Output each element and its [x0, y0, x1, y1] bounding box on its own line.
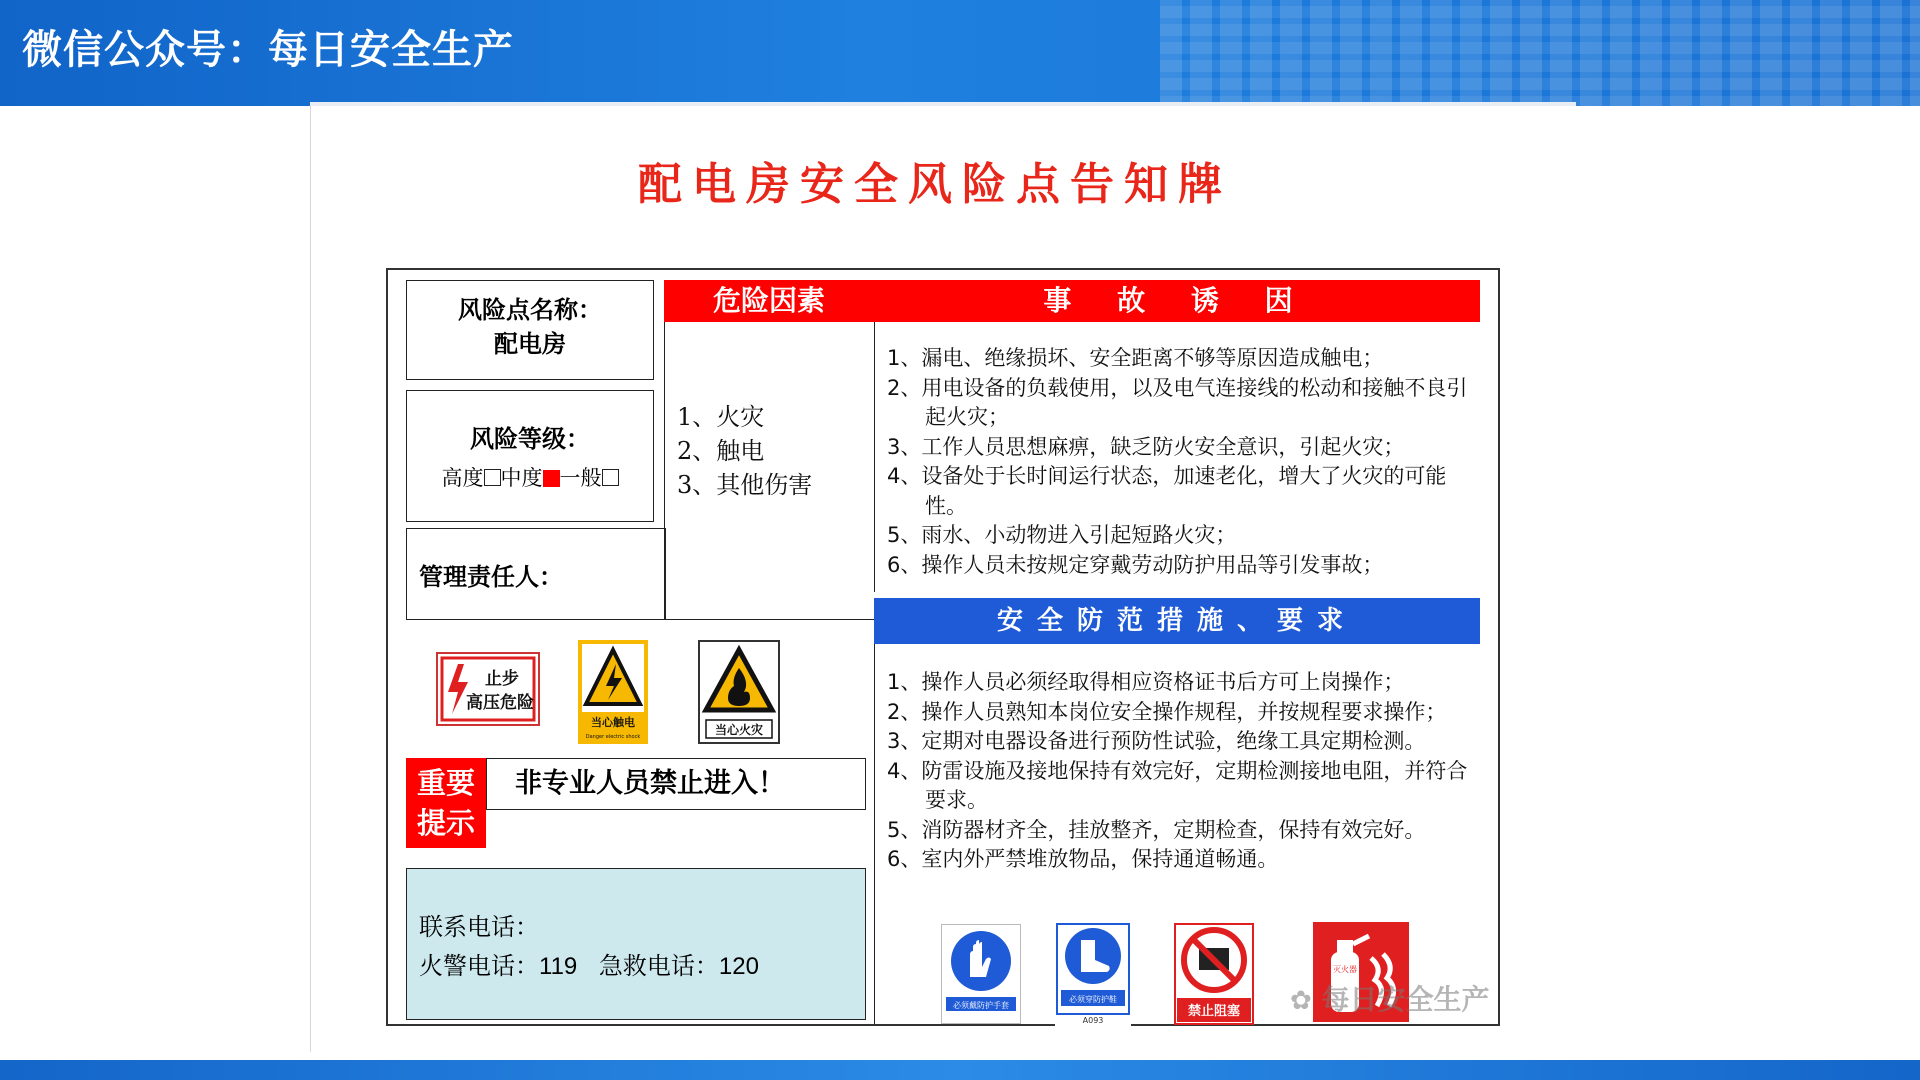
- fire-sign-text: 当心火灾: [714, 723, 764, 737]
- header-bar: [0, 0, 1920, 106]
- measure-item: 6、室内外严禁堆放物品，保持通道畅通。: [887, 847, 1279, 871]
- measure-item: 4、防雷设施及接地保持有效完好，定期检测接地电阻，并符合要求。: [887, 758, 1468, 812]
- watermark: [1290, 978, 1490, 1018]
- emergency-phone-number: 120: [718, 953, 759, 980]
- level-mid-checkbox-checked: [543, 470, 560, 487]
- extinguisher-sign-text: 灭火器: [1333, 965, 1357, 974]
- hazard-item: 3、其他伤害: [677, 471, 813, 499]
- footer-bar: [0, 1060, 1920, 1080]
- measure-item: 1、操作人员必须经取得相应资格证书后方可上岗操作；: [887, 670, 1405, 694]
- measures-list: [887, 668, 1477, 875]
- contact-numbers: [419, 946, 865, 981]
- boots-sign-code: A093: [1082, 1016, 1104, 1025]
- risk-name-value: 配电房: [494, 329, 566, 358]
- cause-item: 5、雨水、小动物进入引起短路火灾；: [887, 523, 1237, 547]
- slide-top-edge: [310, 102, 1576, 106]
- header-pattern: [1160, 0, 1920, 106]
- cause-item: 3、工作人员思想麻痹，缺乏防火安全意识，引起火灾；: [887, 434, 1405, 459]
- measure-item: 2、操作人员熟知本岗位安全操作规程，并按规程要求操作；: [887, 699, 1447, 724]
- stop-sign-text2: 高压危险: [466, 693, 534, 713]
- cause-item: 6、操作人员未按规定穿戴劳动防护用品等引发事故；: [887, 552, 1384, 577]
- hazards-column: [664, 322, 874, 620]
- emergency-phone-label: 急救电话：: [598, 952, 719, 980]
- risk-level-box: [406, 390, 654, 522]
- shock-sign-subtext: Danger electric shock: [585, 734, 641, 740]
- measure-item: 3、定期对电器设备进行预防性试验，绝缘工具定期检测。: [887, 729, 1426, 753]
- manager-label: 管理责任人：: [419, 562, 563, 591]
- important-label: [406, 758, 486, 848]
- risk-name-label: 风险点名称：: [458, 295, 602, 324]
- header-title: 微信公众号：每日安全生产: [22, 27, 514, 73]
- important-label-line2: 提示: [416, 806, 475, 840]
- risk-level-options: [407, 462, 653, 492]
- watermark-text: 每日安全生产: [1321, 983, 1490, 1016]
- level-normal-checkbox: [602, 469, 619, 486]
- boots-mandatory-icon: [1055, 922, 1131, 1026]
- no-blocking-icon: [1173, 922, 1255, 1026]
- gloves-sign-text: 必须戴防护手套: [953, 1001, 1009, 1010]
- risk-name-box: [406, 280, 654, 380]
- shock-sign-text: 当心触电: [591, 716, 635, 729]
- slide-left-edge: [310, 106, 311, 1052]
- important-text-box: [486, 758, 866, 810]
- hazards-list: [677, 400, 812, 502]
- manager-box: [406, 528, 666, 620]
- stop-sign-text1: 止步: [485, 669, 519, 689]
- level-mid-label: 中度: [500, 466, 543, 490]
- electric-shock-warning-icon: [578, 640, 648, 744]
- fire-phone-number: 119: [539, 953, 578, 980]
- fire-phone-label: 火警电话：: [419, 952, 539, 980]
- measure-item: 5、消防器材齐全，挂放整齐，定期检查，保持有效完好。: [887, 817, 1426, 842]
- causes-header: 事 故 诱 因: [874, 280, 1480, 322]
- risk-level-label: 风险等级：: [470, 424, 590, 453]
- stop-high-voltage-sign-icon: [436, 652, 540, 726]
- hazards-header: 危险因素: [664, 280, 874, 322]
- hazard-item: 2、触电: [677, 437, 765, 465]
- board-title: 配电房安全风险点告知牌: [638, 159, 1232, 210]
- measures-header: 安全防范措施、要求: [874, 598, 1480, 644]
- important-label-line1: 重要: [416, 766, 475, 800]
- no-blocking-sign-text: 禁止阻塞: [1187, 1004, 1241, 1019]
- wechat-icon: ✿: [1290, 986, 1312, 1016]
- risk-notice-board: [386, 268, 1500, 1026]
- causes-column: [874, 322, 1480, 592]
- causes-list: [887, 344, 1477, 580]
- level-normal-label: 一般: [559, 466, 602, 490]
- measures-column: [874, 644, 1480, 1024]
- cause-item: 4、设备处于长时间运行状态，加速老化，增大了火灾的可能性。: [887, 464, 1447, 518]
- gloves-mandatory-icon: [941, 924, 1021, 1024]
- level-high-label: 高度: [441, 466, 484, 490]
- level-high-checkbox: [484, 469, 501, 486]
- fire-warning-icon: [698, 640, 780, 744]
- contact-label: 联系电话：: [419, 913, 539, 941]
- boots-sign-text: 必须穿防护鞋: [1069, 995, 1117, 1004]
- important-text: 非专业人员禁止进入！: [515, 768, 785, 799]
- cause-item: 1、漏电、绝缘损坏、安全距离不够等原因造成触电；: [887, 346, 1384, 370]
- hazard-item: 1、火灾: [677, 403, 765, 431]
- contact-box: [406, 868, 866, 1020]
- cause-item: 2、用电设备的负载使用，以及电气连接线的松动和接触不良引起火灾；: [887, 375, 1468, 429]
